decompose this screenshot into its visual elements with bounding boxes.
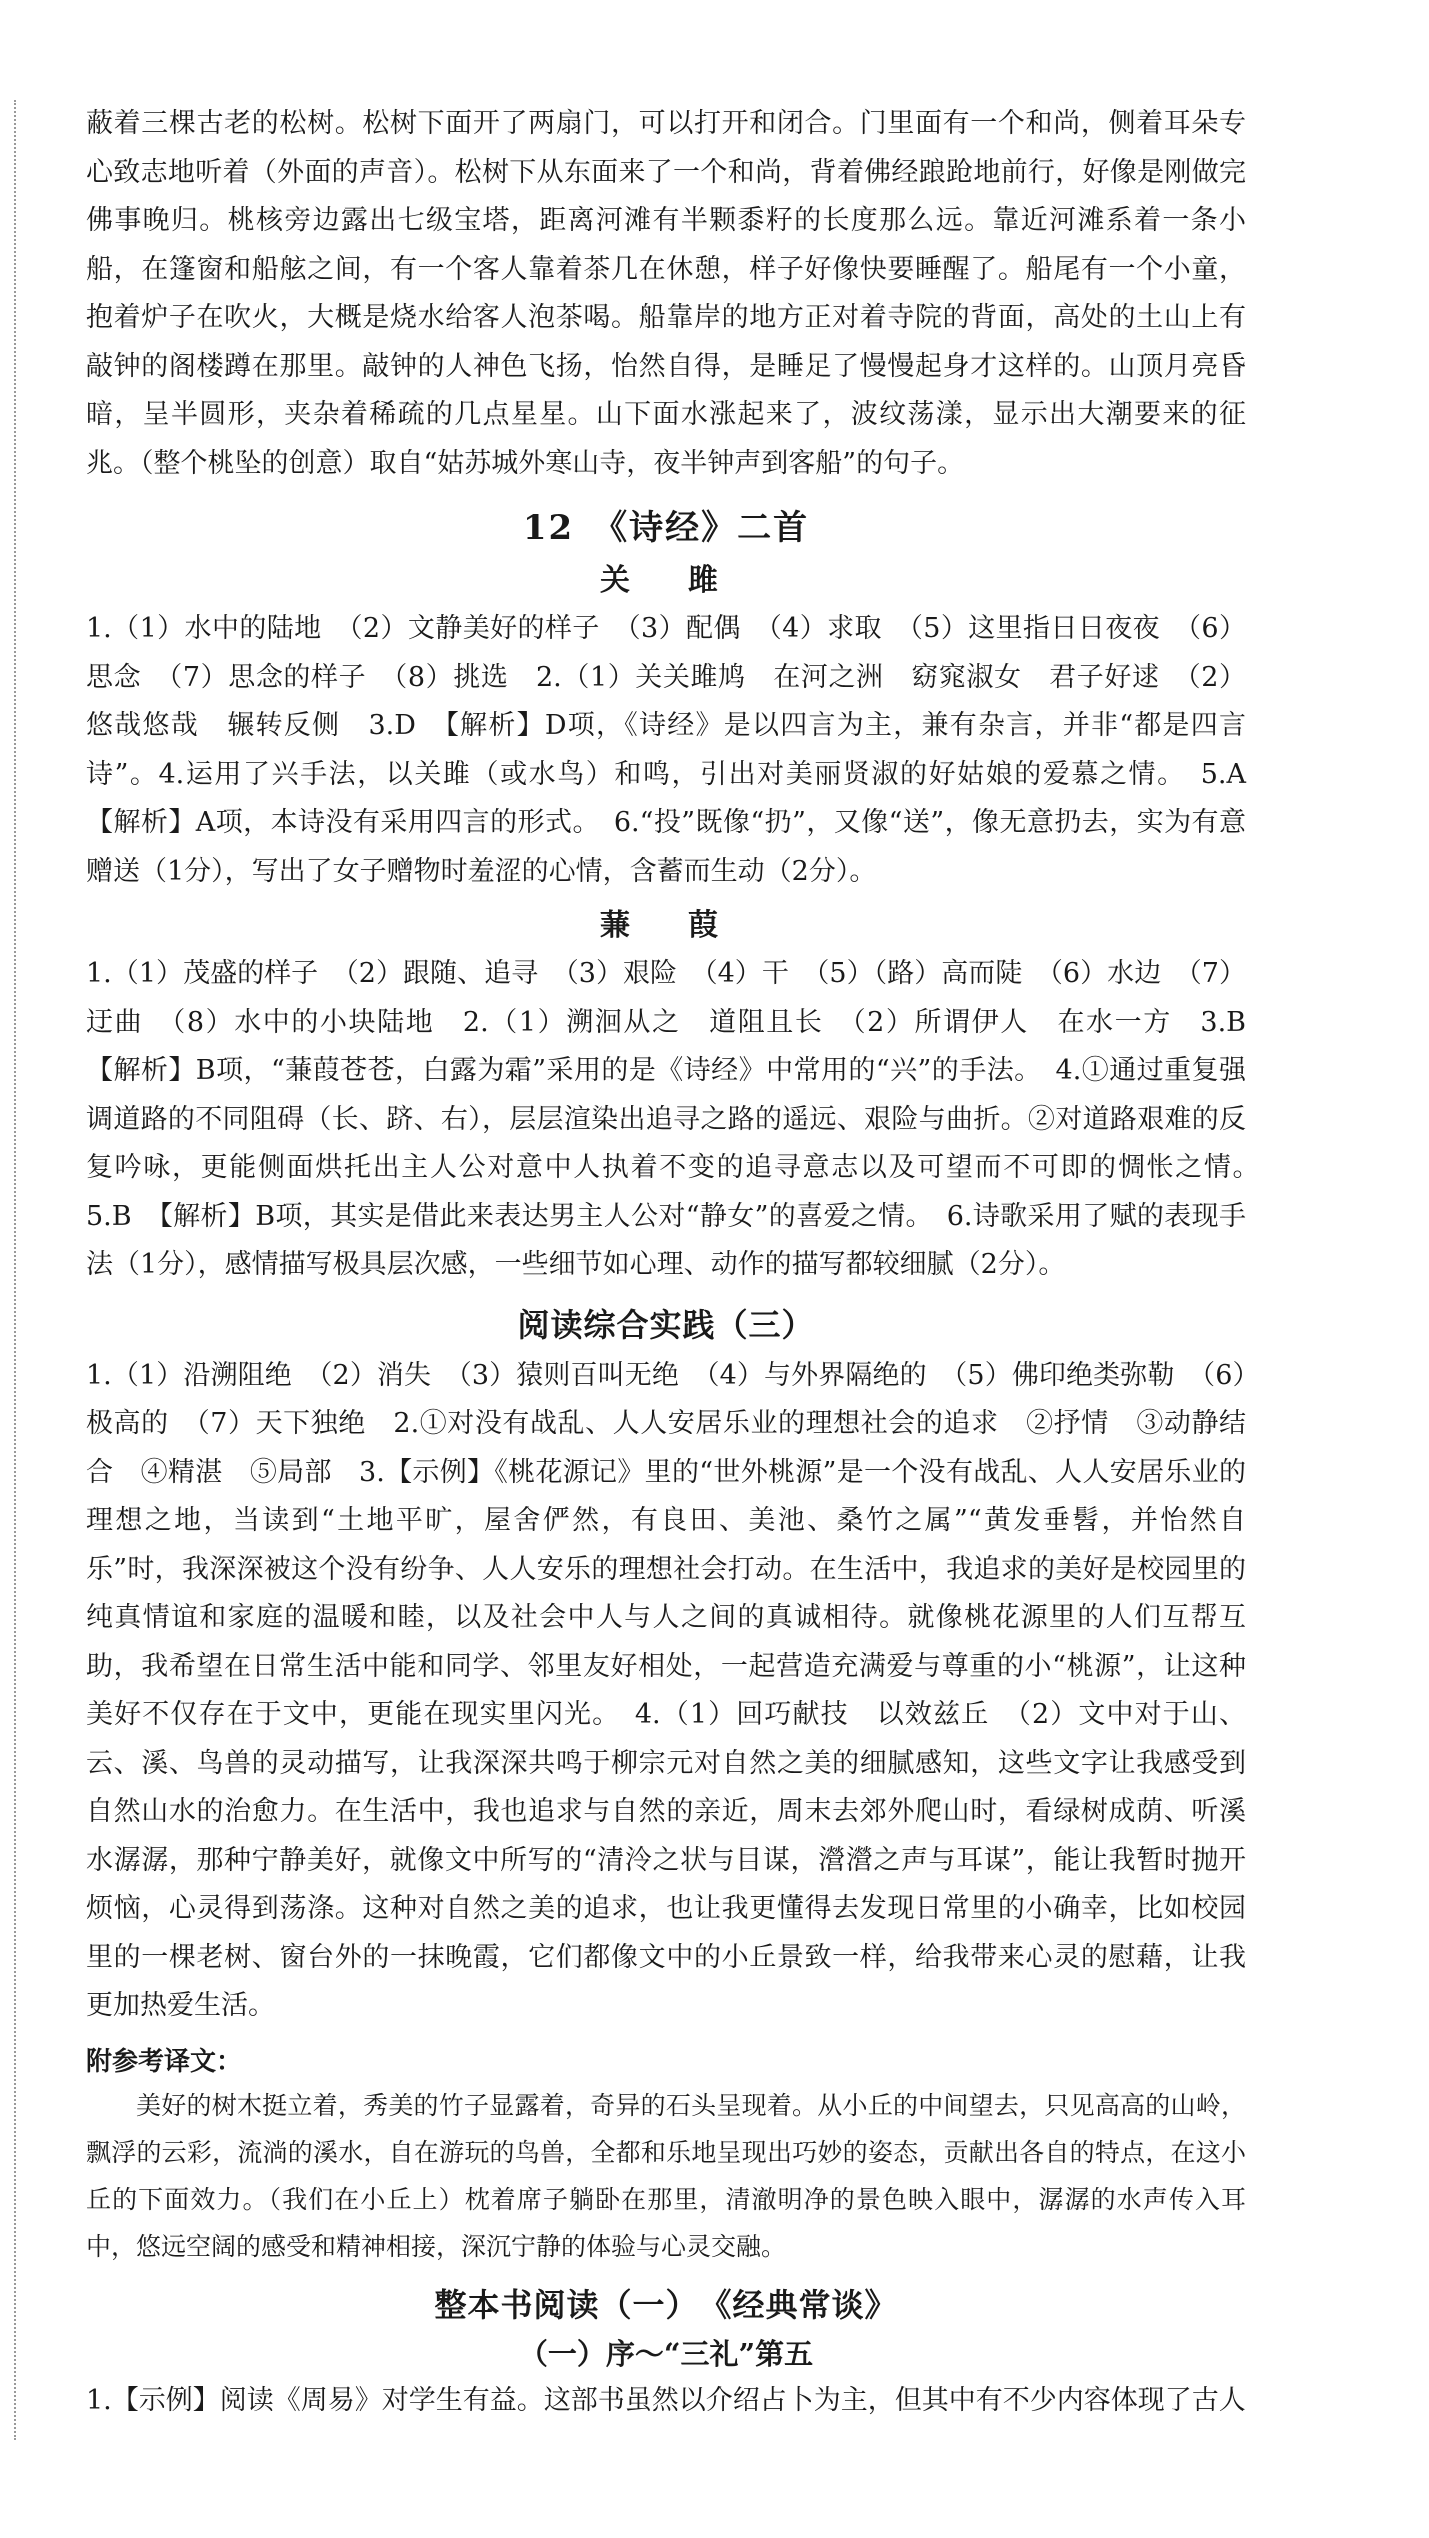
intro-paragraph: 蔽着三棵古老的松树。松树下面开了两扇门，可以打开和闭合。门里面有一个和尚，侧着耳朵专心致志地听着（外面的声音）。松树下从东面来了一个和尚，背着佛经踉跄地前行，好像是刚做完佛事晚归。桃核旁边露出七级宝塔，距离河滩有半颗黍籽的长度那么远。靠近河滩系着一条小船，在篷窗和船舷之间，有一个客人靠着茶几在休憩，样子好像快要睡醒了。船尾有一个小童，抱着炉子在吹火，大概是烧水给客人泡茶喝。船靠岸的地方正对着寺院的背面，高处的土山上有敲钟的阁楼蹲在那里。敲钟的人神色飞扬，怡然自得，是睡足了慢慢起身才这样的。山顶月亮昏暗，呈半圆形，夹杂着稀疏的几点星星。山下面水涨起来了，波纹荡漾，显示出大潮要来的征兆。（整个桃坠的创意）取自“姑苏城外寒山寺，夜半钟声到客船”的句子。: [86, 108, 1246, 479]
chapter-12-title: 12 《诗经》二首: [522, 508, 810, 548]
poem-guanju-answers: 1.（1）水中的陆地 （2）文静美好的样子 （3）配偶 （4）求取 （5）这里指日日夜夜 （6）思念 （7）思念的样子 （8）挑选 2.（1）关关雎鸠 在河之洲 窈窕淑女 君子好逑 （2）悠哉悠哉 辗转反侧 3.D 【解析】D项，《诗经》是以四言为主，兼有杂言，并非“都是四言诗”。4.运用了兴手法，以关雎（或水鸟）和鸣，引出对美丽贤淑的好姑娘的爱慕之情。 5.A 【解析】A项，本诗没有采用四言的形式。 6.“投”既像“扔”，又像“送”，像无意扔去，实为有意赠送（1分），写出了女子赠物时羞涩的心情，含蓄而生动（2分）。: [86, 613, 1273, 887]
book-reading-1-answers: 1.【示例】阅读《周易》对学生有益。这部书虽然以介绍占卜为主，但其中有不少内容体现了古人: [86, 2384, 1246, 2416]
answer-page: [86, 100, 1273, 2425]
book-reading-1-title: 整本书阅读（一） 《经典常谈》: [434, 2285, 898, 2324]
poem-jianjia-answers: 1.（1）茂盛的样子 （2）跟随、追寻 （3）艰险 （4）干 （5）（路）高而陡 （6）水边 （7）迂曲 （8）水中的小块陆地 2.（1）溯洄从之 道阻且长 （2）所谓伊人 在水一方 3.B 【解析】B项，“蒹葭苍苍，白露为霜”采用的是《诗经》中常用的“兴”的手法。 4.①通过重复强调道路的不同阻碍（长、跻、右），层层渲染出追寻之路的遥远、艰险与曲折。②对道路艰难的反复吟咏，更能侧面烘托出主人公对意中人执着不变的追寻意志以及可望而不可即的惆怅之情。 5.B 【解析】B项，其实是借此来表达男主人公对“静女”的喜爱之情。 6.诗歌采用了赋的表现手法（1分），感情描写极具层次感，一些细节如心理、动作的描写都较细腻（2分）。: [86, 958, 1273, 1280]
margin-dotted-rule: [14, 100, 18, 2440]
reading-practice-3-title: 阅读综合实践（三）: [517, 1305, 815, 1344]
translation-note-text: 美好的树木挺立着，秀美的竹子显露着，奇异的石头呈现着。从小丘的中间望去，只见高高的山岭，飘浮的云彩，流淌的溪水，自在游玩的鸟兽，全都和乐地呈现出巧妙的姿态，贡献出各自的特点，在这小丘的下面效力。（我们在小丘上）枕着席子躺卧在那里，清澈明净的景色映入眼中，潺潺的水声传入耳中，悠远空阔的感受和精神相接，深沉宁静的体验与心灵交融。: [86, 2090, 1246, 2261]
book-reading-1-subtitle: （一）序～“三礼”第五: [518, 2336, 814, 2371]
poem-guanju-title: 关 雎: [600, 563, 732, 598]
reading-practice-3-answers: 1.（1）沿溯阻绝 （2）消失 （3）猿则百叫无绝 （4）与外界隔绝的 （5）佛印绝类弥勒 （6）极高的 （7）天下独绝 2.①对没有战乱、人人安居乐业的理想社会的追求 ②抒情 ③动静结合 ④精湛 ⑤局部 3.【示例】《桃花源记》里的“世外桃源”是一个没有战乱、人人安居乐业的理想之地，当读到“土地平旷，屋舍俨然，有良田、美池、桑竹之属”“黄发垂髫，并怡然自乐”时，我深深被这个没有纷争、人人安乐的理想社会打动。在生活中，我追求的美好是校园里的纯真情谊和家庭的温暖和睦，以及社会中人与人之间的真诚相待。就像桃花源里的人们互帮互助，我希望在日常生活中能和同学、邻里友好相处，一起营造充满爱与尊重的小“桃源”，让这种美好不仅存在于文中，更能在现实里闪光。 4.（1）回巧献技 以效兹丘 （2）文中对于山、云、溪、鸟兽的灵动描写，让我深深共鸣于柳宗元对自然之美的细腻感知，这些文字让我感受到自然山水的治愈力。在生活中，我也追求与自然的亲近，周末去郊外爬山时，看绿树成荫、听溪水潺潺，那种宁静美好，就像文中所写的“清泠之状与目谋，瀯瀯之声与耳谋”，能让我暂时抛开烦恼，心灵得到荡涤。这种对自然之美的追求，也让我更懂得去发现日常里的小确幸，比如校园里的一棵老树、窗台外的一抹晚霞，它们都像文中的小丘景致一样，给我带来心灵的慰藉，让我更加热爱生活。: [86, 1359, 1246, 2021]
translation-note-title: 附参考译文：: [86, 2046, 243, 2077]
poem-jianjia-title: 蒹 葭: [600, 908, 732, 943]
